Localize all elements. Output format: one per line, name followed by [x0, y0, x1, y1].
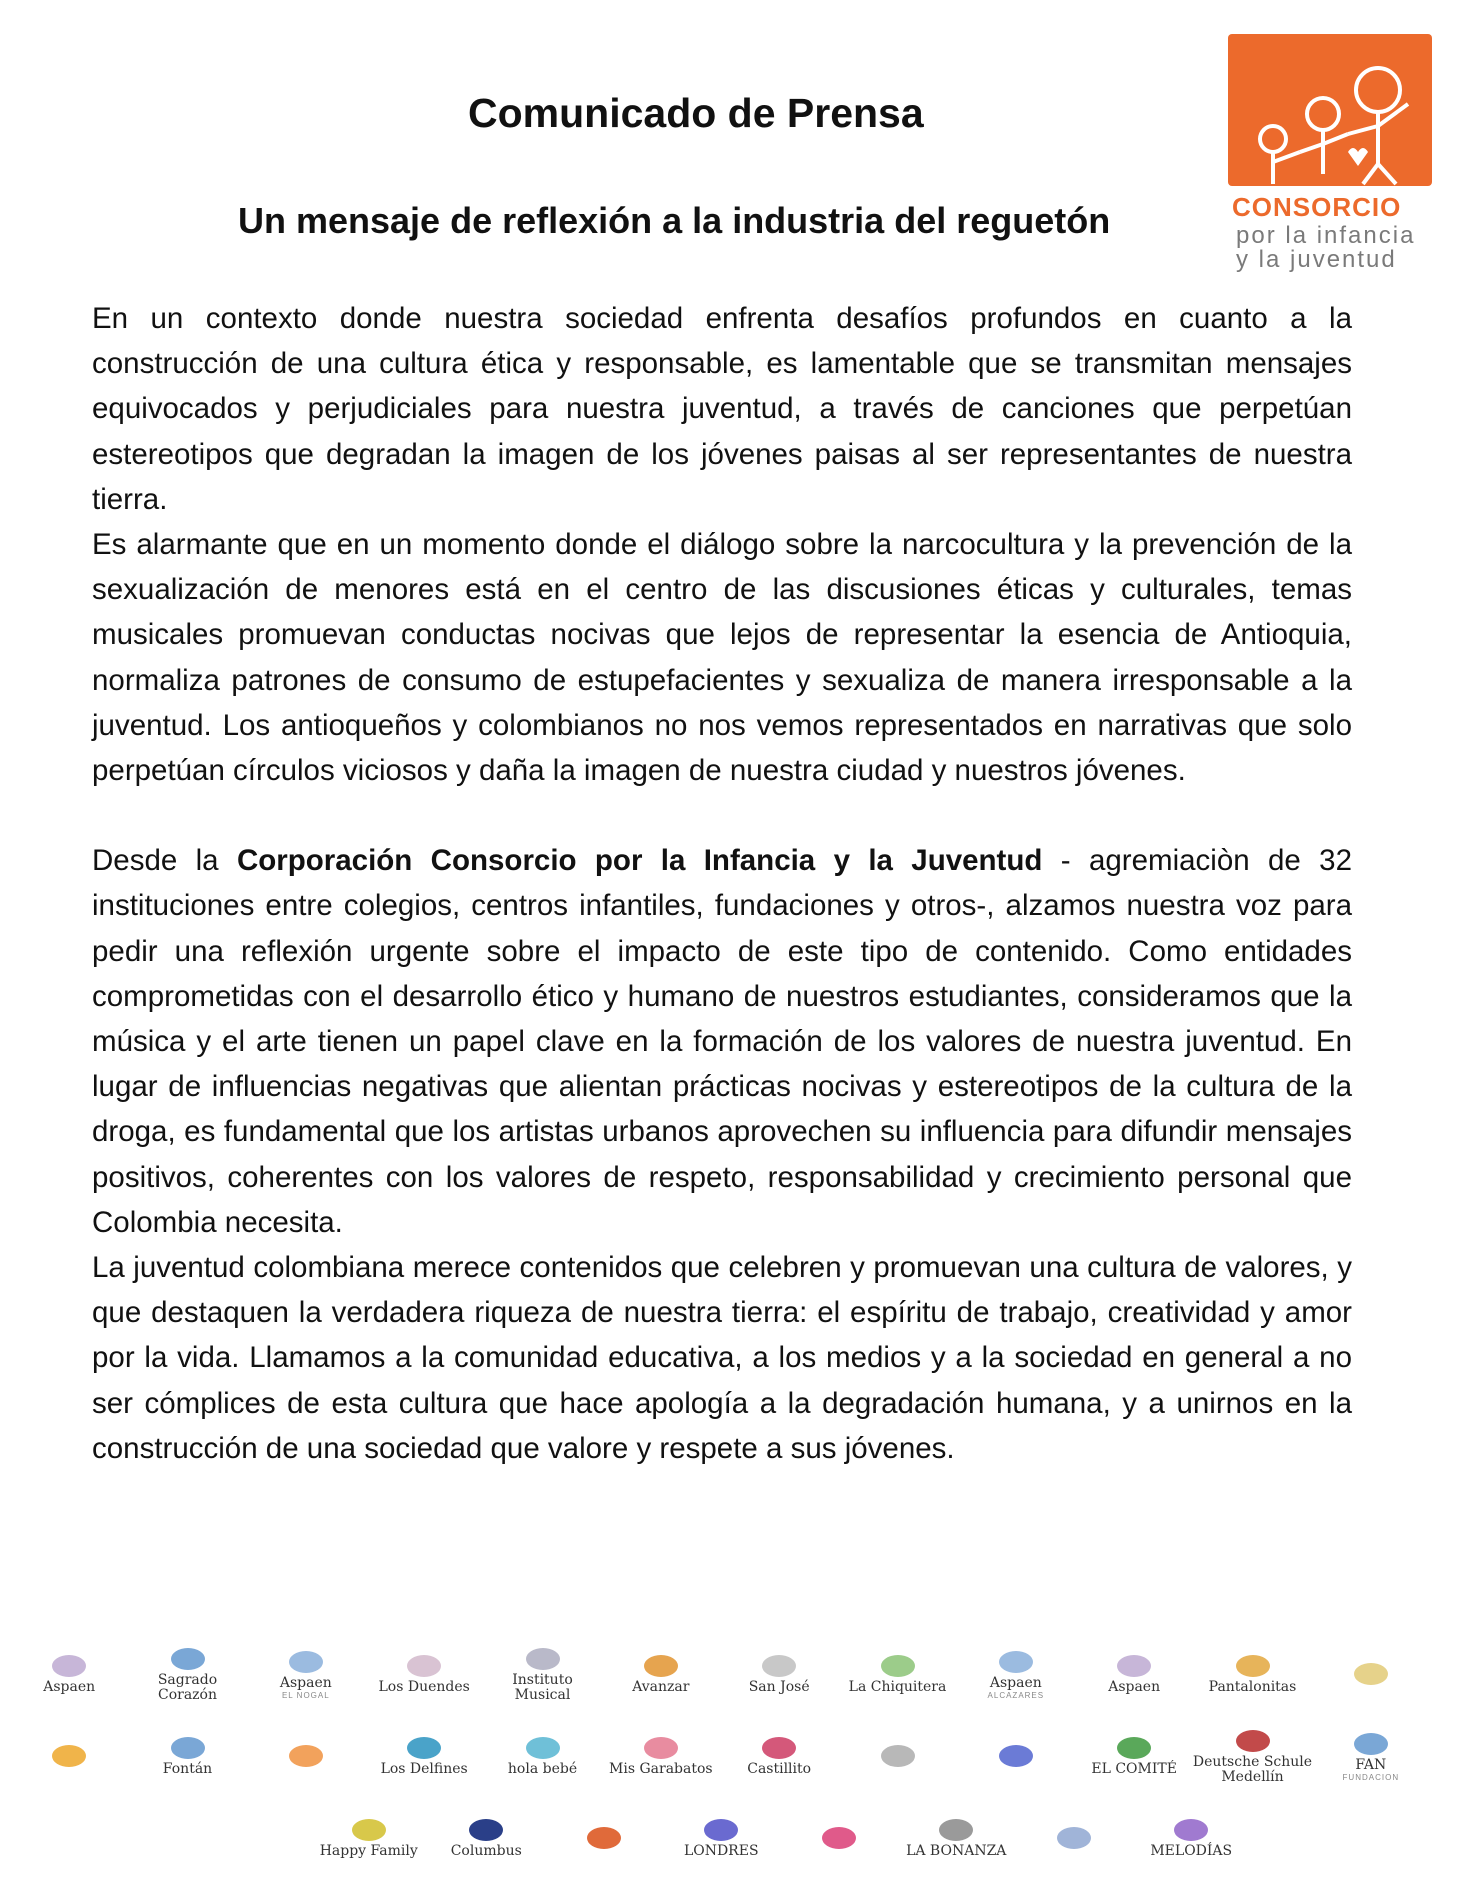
- member-logo-icon: [999, 1651, 1033, 1673]
- member-logo: [128, 1640, 248, 1710]
- logo-children-icon: [1228, 34, 1432, 186]
- member-logo: [309, 1804, 429, 1874]
- member-logo-icon: [289, 1651, 323, 1673]
- member-logo-icon: [469, 1819, 503, 1841]
- member-logo-icon: [1354, 1663, 1388, 1685]
- member-logo-icon: [999, 1745, 1033, 1767]
- member-logo-icon: [1117, 1655, 1151, 1677]
- member-logo-name: Los Duendes: [378, 1679, 470, 1695]
- member-logo-icon: [1236, 1730, 1270, 1752]
- member-logo: [246, 1640, 366, 1710]
- member-logo-name: La Chiquitera: [848, 1679, 947, 1695]
- member-logo-name: Aspaen: [989, 1674, 1042, 1691]
- member-logo: [1311, 1722, 1431, 1792]
- member-logo-icon: [289, 1745, 323, 1767]
- member-logo-icon: [1354, 1733, 1388, 1755]
- member-logo-name: Columbus: [450, 1843, 522, 1859]
- member-logo-name: Pantalonitas: [1208, 1679, 1297, 1695]
- member-logo-subtitle: FUNDACION: [1342, 1772, 1400, 1782]
- member-logo-name: LA BONANZA: [906, 1843, 1007, 1859]
- page-subtitle: Un mensaje de reflexión a la industria del reguetón: [238, 200, 1111, 241]
- member-logo: [246, 1722, 366, 1792]
- member-logo-name: Aspaen: [1108, 1679, 1161, 1695]
- paragraph-1: En un contexto donde nuestra sociedad enfrenta desafíos profundos en cuanto a la construcción de una cultura ética y responsable, es lamentable que se transmitan mensajes equivocados y perjudiciales para nuestra juventud, a través de canciones que perpetúan estereotipos que degradan la imagen de los jóvenes paisas al ser representantes de nuestra tierra.: [92, 302, 1352, 516]
- member-logo: [1074, 1722, 1194, 1792]
- paragraph-3: [92, 838, 1352, 1245]
- member-logo-name: Avanzar: [632, 1679, 690, 1695]
- member-logo-name: Instituto Musical: [512, 1671, 573, 1703]
- member-logo: [1131, 1804, 1251, 1874]
- member-logo-icon: [407, 1737, 441, 1759]
- member-logo: [896, 1804, 1016, 1874]
- member-logo-icon: [881, 1745, 915, 1767]
- page-title: Comunicado de Prensa: [468, 90, 924, 136]
- member-logo: [426, 1804, 546, 1874]
- member-logo-name: Mis Garabatos: [609, 1761, 713, 1777]
- member-logo-icon: [822, 1827, 856, 1849]
- member-logo: [483, 1722, 603, 1792]
- member-logo-name: Castillito: [747, 1761, 812, 1777]
- organization-name: Corporación Consorcio por la Infancia y la Juventud: [236, 844, 1043, 878]
- member-logo-name: Sagrado Corazón: [157, 1671, 218, 1703]
- paragraph-2: Es alarmante que en un momento donde el diálogo sobre la narcocultura y la prevención de la sexualización de menores está en el centro de las discusiones éticas y culturales, temas musicales promuevan conductas nocivas que lejos de representar la esencia de Antioquia, normaliza patrones de consumo de estupefacientes y sexualiza de manera irresponsable a la juventud. Los antioqueños y colombianos no nos vemos representados en narrativas que solo perpetúan círculos viciosos y daña la imagen de nuestra ciudad y nuestros jóvenes.: [92, 528, 1352, 788]
- member-logo-icon: [939, 1819, 973, 1841]
- member-logo-icon: [1057, 1827, 1091, 1849]
- member-logo-icon: [762, 1737, 796, 1759]
- member-logo: [601, 1722, 721, 1792]
- member-logo: [128, 1722, 248, 1792]
- member-logo: [1193, 1722, 1313, 1792]
- member-logo-icon: [881, 1655, 915, 1677]
- paragraph-3-intro: Desde la: [92, 844, 237, 878]
- member-logo: [1014, 1804, 1134, 1874]
- logo-name: CONSORCIO: [1232, 192, 1402, 222]
- member-logo: [956, 1722, 1076, 1792]
- member-logo-name: San José: [748, 1679, 810, 1695]
- member-logo: [9, 1640, 129, 1710]
- member-logo-name: EL COMITÉ: [1091, 1761, 1177, 1777]
- member-logo-icon: [352, 1819, 386, 1841]
- member-logo-name: LONDRES: [683, 1843, 759, 1859]
- member-logo-icon: [526, 1737, 560, 1759]
- member-logo-name: Aspaen: [279, 1674, 332, 1691]
- member-logo-name: Aspaen: [43, 1679, 96, 1695]
- member-logo-icon: [171, 1737, 205, 1759]
- member-logo-name: Happy Family: [319, 1843, 418, 1859]
- member-logo-icon: [171, 1648, 205, 1670]
- member-logo-name: Deutsche Schule Medellín: [1192, 1753, 1313, 1785]
- member-logo: [661, 1804, 781, 1874]
- consorcio-logo: [1228, 0, 1438, 280]
- member-logo: [364, 1722, 484, 1792]
- member-logo-icon: [762, 1655, 796, 1677]
- paragraph-3-rest: - agremiaciòn de 32 instituciones entre colegios, centros infantiles, fundaciones y otros-, alzamos nuestra voz para pedir una reflexión urgente sobre el impacto de este tipo de contenido. Como entidades comprometidas con el desarrollo ético y humano de nuestros estudiantes, consideramos que la música y el arte tienen un papel clave en la formación de los valores de nuestra juventud. En lugar de influencias negativas que alientan prácticas nocivas y estereotipos de la cultura de la droga, es fundamental que los artistas urbanos aprovechen su influencia para difundir mensajes positivos, coherentes con los valores de respeto, responsabilidad y crecimiento personal que Colombia necesita.: [92, 844, 1352, 1239]
- member-logo-subtitle: ALCAZARES: [987, 1690, 1045, 1700]
- paragraph-4: La juventud colombiana merece contenidos que celebren y promuevan una cultura de valores, y que destaquen la verdadera riqueza de nuestra tierra: el espíritu de trabajo, creatividad y amor por la vida. Llamamos a la comunidad educativa, a los medios y a la sociedad en general a no ser cómplices de esta cultura que hace apología a la degradación humana, y a unirnos en la construcción de una sociedad que valore y respete a sus jóvenes.: [92, 1251, 1352, 1465]
- member-logo-icon: [644, 1655, 678, 1677]
- member-logo-icon: [1174, 1819, 1208, 1841]
- member-logo: [544, 1804, 664, 1874]
- member-logo: [1311, 1640, 1431, 1710]
- member-logo-icon: [1117, 1737, 1151, 1759]
- member-logo: [779, 1804, 899, 1874]
- member-logos-strip: [10, 1640, 1450, 1890]
- member-logo-icon: [587, 1827, 621, 1849]
- member-logo-name: MELODÍAS: [1150, 1843, 1233, 1859]
- member-logo-icon: [704, 1819, 738, 1841]
- logo-tagline-1: por la infancia: [1236, 222, 1416, 249]
- member-logo: [838, 1722, 958, 1792]
- member-logo-name: hola bebé: [507, 1761, 578, 1777]
- member-logo: [483, 1640, 603, 1710]
- member-logo-icon: [526, 1648, 560, 1670]
- member-logo: [364, 1640, 484, 1710]
- member-logo: [601, 1640, 721, 1710]
- member-logo-icon: [407, 1655, 441, 1677]
- member-logo-icon: [1236, 1655, 1270, 1677]
- logo-tagline-2: y la juventud: [1236, 246, 1397, 273]
- member-logo: [956, 1640, 1076, 1710]
- member-logo-subtitle: EL NOGAL: [281, 1690, 330, 1700]
- member-logo: [1193, 1640, 1313, 1710]
- member-logo-name: Los Delfines: [380, 1761, 468, 1777]
- member-logo: [1074, 1640, 1194, 1710]
- member-logo-icon: [52, 1745, 86, 1767]
- member-logo-icon: [644, 1737, 678, 1759]
- member-logo-name: FAN: [1355, 1756, 1387, 1773]
- member-logo: [9, 1722, 129, 1792]
- member-logo: [719, 1722, 839, 1792]
- member-logo-icon: [52, 1655, 86, 1677]
- member-logo-name: Fontán: [162, 1761, 213, 1777]
- member-logo: [838, 1640, 958, 1710]
- member-logo: [719, 1640, 839, 1710]
- press-release-body: [92, 296, 1352, 1471]
